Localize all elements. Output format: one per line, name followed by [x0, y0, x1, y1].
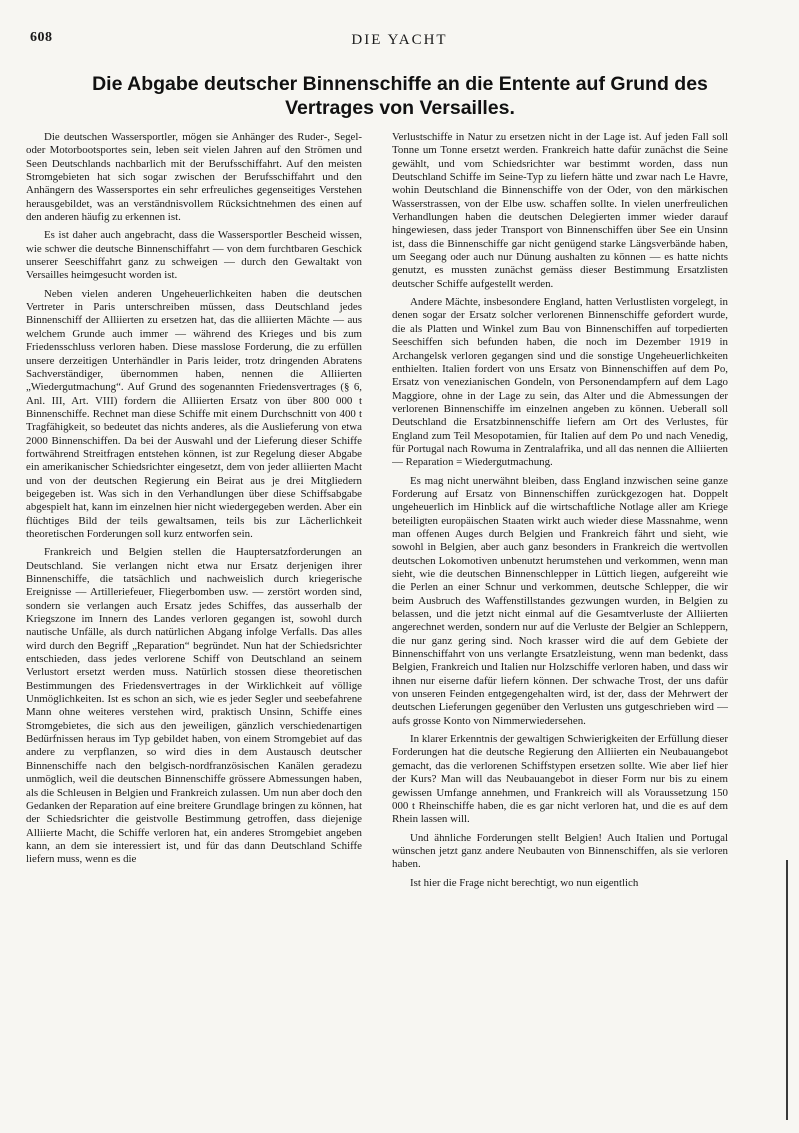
- running-header: DIE YACHT: [351, 32, 448, 48]
- paragraph: Ist hier die Frage nicht berechtigt, wo nun eigentlich: [410, 876, 639, 889]
- paragraph: Andere Mächte, insbesondere England, hatten Verlustlisten vorgelegt, in denen sogar der Ersatz solcher verlorenen Binnenschiffe gefordert wurde, die als Platten und Winkel zum Bau von Binnenschiffen auf torpedierten Seeschiffen sich befunden haben, die noch im Dezember 1919 in Archangelsk verloren gegangen sind und die sonstige Ungeheuerlichkeiten enthielten. Italien fordert von uns Ersatz von Binnenschiffen auf dem Po, Ersatz von venezianischen Gondeln, von Personendampfern auf dem Lago Maggiore, ohne in der Lage zu sein, das Alter und die Abmessungen der verlorenen Binnenschiffe im einzelnen angeben zu können. Ueberall soll Deutschland die Ersatzbinnenschiffe liefern am Ort des Verlustes, für England zum Teil Mesopotamien, für Italien auf dem Po und nach Venedig, für Portugal nach Rowuma in Zentralafrika, und all das nennen die Alliierten — Reparation = Wiedergutmachung.: [392, 296, 728, 469]
- scan-edge-shadow: [786, 860, 788, 1120]
- paragraph: In klarer Erkenntnis der gewaltigen Schwierigkeiten der Erfüllung dieser Forderungen hat die deutsche Regierung den Alliierten ein Neubauangebot gemacht, das die verlorenen Schiffstypen ersetzen sollte. Wie aber lief hier der Kurs? Man will das Neubauangebot in dieser Form nur bis zu einem gewissen Umfange annehmen, und Frankreich will als Voraussetzung 150 000 t Rheinschiffe haben, die es gar nicht verloren hat, und die es auf dem Rhein lassen will.: [392, 733, 728, 826]
- paragraph: Es mag nicht unerwähnt bleiben, dass England inzwischen seine ganze Forderung auf Ersatz von Binnenschiffen zurückgezogen hat. Doppelt ungeheuerlich im Hinblick auf die wirtschaftliche Notlage aller am Kriege beteiligten europäischen Staaten wirkt auch wieder diese Massnahme, wenn man offenen Auges durch Belgien und Frankreich fährt und sieht, wie sowohl in Belgien, aber auch ganz besonders in Frankreich die wertvollen deutschen Lokomotiven unbenutzt herumstehen und verkommen, wenn man sieht, wie die deutschen Binnenschlepper in Lüttich liegen, aufgereiht wie die Perlen an einer Schnur und verkommen, deutsche Schlepper, die wir beim Ausbruch des Waffenstillstandes gezwungen wurden, in Belgien zu belassen, und die jetzt nicht einmal auf die Gesamtverluste der Alliierten angerechnet werden, sondern nur auf die Verluste der Belgier an Schleppern, die nur ganz gering sind. Noch krasser wird die auf dem Gebiete der Binnenschiffahrt von uns verlangte Ersatzleistung, wenn man bedenkt, dass Belgien, Frankreich und Italien nur Holzschiffe verloren haben, und dass wir ihnen nur eiserne dafür liefern können. Der schwache Trost, der uns dafür von unseren Feinden entgegengehalten wird, ist der, dass der Mehrwert der deutschen Lieferungen gegenüber den Verlusten uns gutgeschrieben wird — aufs grosse Konto von Nimmerwiedersehen.: [392, 474, 728, 727]
- paragraph-continued: Verlustschiffe in Natur zu ersetzen nicht in der Lage ist. Auf jeden Fall soll Tonne um Tonne ersetzt werden. Frankreich hatte dafür zunächst die Seine gewählt, und vom Schiedsrichter war bestimmt worden, dass nun Deutschland Schiffe im Seine-Typ zu liefern hätte und zwar nach Le Havre, wohin Deutschland die Binnenschiffe von der Oder, von den märkischen Wasserstrassen, von der Elbe usw. schaffen sollte. In vielen unerfreulichen Verhandlungen haben die deutschen Delegierten immer wieder darauf hingewiesen, dass jeder Transport von Binnenschiffen über See ein Unsinn ist, dass die Binnenschiffe gar nicht genügend starke Längsverbände haben, um Seegang oder auch nur Dünung aushalten zu können — es hatte nichts genutzt, es mussten zunächst gemäss dieser Bestimmung Ersatzlisten deutscher Schiffe aufgestellt werden.: [392, 131, 728, 290]
- paragraph: Es ist daher auch angebracht, dass die Wassersportler Bescheid wissen, wie schwer die deutsche Binnenschiffahrt — von dem furchtbaren Geschick unserer Seeschiffahrt ganz zu schweigen — durch den Gewaltakt von Versailles heimgesucht worden ist.: [26, 229, 362, 282]
- paragraph: Und ähnliche Forderungen stellt Belgien! Auch Italien und Portugal wünschen jetzt ganz andere Neubauten von Binnenschiffen, als sie verloren haben.: [392, 831, 728, 871]
- title-line-2: Vertrages von Versailles.: [285, 97, 515, 119]
- left-column: [26, 131, 362, 1081]
- article-title: [40, 72, 760, 120]
- title-line-1: Die Abgabe deutscher Binnenschiffe an die Entente auf Grund des: [92, 73, 708, 95]
- paragraph: Frankreich und Belgien stellen die Hauptersatzforderungen an Deutschland. Sie verlangen nicht etwa nur Ersatz derjenigen ihrer Binnenschiffe, die tatsächlich und nachweislich durch kriegerische Ereignisse — Artilleriefeuer, Fliegerbomben usw. — zerstört worden sind, sondern sie verlangen auch Ersatz jedes Schiffes, das ausserhalb der Kriegszone im Innern des Landes verloren gegangen ist, sowohl durch nautische Unfälle, als durch natürlichen Abgang infolge Verfalls. Das alles wird durch den Begriff „Reparation“ begründet. Nun hat der Schiedsrichter entschieden, dass jedes verlorene Schiff von Deutschland an seinem Verlustort ersetzt werden muss. Natürlich stossen diese theoretischen Bestimmungen des Friedensvertrages in der Wirklichkeit auf völlige Unmöglichkeiten. Ist es schon an sich, wie es jeder Segler und seebefahrene Mann ohne weiteres verstehen wird, praktisch Unsinn, Schiffe eines Stromgebietes, die sich aus den jeweiligen, gänzlich verschiedenartigen Bedürfnissen heraus im Typ gebildet haben, von einem Stromgebiet auf das andere zu verpflanzen, so wird dies in dem Austausch deutscher Binnenschiffe nach den belgisch-nordfranzösischen Kanälen geradezu unmöglich, weil die deutschen Binnenschiffe grössere Abmessungen haben, als die Schleusen in Belgien und Frankreich zulassen. Um nun aber doch den Gedanken der Reparation auf eine breitere Grundlage bringen zu können, hat der Schiedsrichter die geistvolle Bestimmung getroffen, dass diejenige Alliierte Macht, die Schiffe verloren hat, ein anderes Stromgebiet angeben kann, an dem sie interessiert ist, und für das dann Deutschland Schiffe liefern muss, wenn es die: [26, 546, 362, 866]
- page-number: 608: [30, 30, 53, 45]
- right-column: [392, 131, 728, 1081]
- paragraph: Neben vielen anderen Ungeheuerlichkeiten haben die deutschen Vertreter in Paris unterschreiben müssen, dass Deutschland jedes Binnenschiff der Alliierten zu ersetzen hat, das die alliierten Mächte — aus welchem Grunde auch immer — während des Krieges und bis zum Friedensschluss verloren haben. Diese masslose Forderung, die zu erfüllen unsere derzeitigen Unterhändler in Paris leider, trotz dringenden Abratens Sachverständiger, übernommen haben, nennen die Alliierten „Wiedergutmachung“. Auf Grund des sogenannten Friedensvertrages (§ 6, Anl. III, Art. VIII) fordern die Alliierten Ersatz von über 800 000 t Binnenschiffe. Rechnet man diese Schiffe mit einem Durchschnitt von 400 t Tragfähigkeit, so bedeutet das nichts anderes, als die Auslieferung von etwa 2000 Binnenschiffen. Da bei der Auswahl und der Lieferung dieser Schiffe fortwährend Streitfragen entstehen können, ist zur Regelung dieser Abgabe ein amerikanischer Schiedsrichter eingesetzt, dem von jeder alliierten Macht und von der deutschen Regierung ein Beirat aus je drei Mitgliedern beigegeben ist. Was sich in den Verhandlungen über diese Schiffsabgabe abgespielt hat, kann im einzelnen hier nicht wiedergegeben werden. Aber ein flüchtiges Bild der teils gewaltsamen, teils bis zur Lächerlichkeit theoretischen Forderungen soll kurz entworfen sein.: [26, 287, 362, 540]
- paragraph: Die deutschen Wassersportler, mögen sie Anhänger des Ruder-, Segel- oder Motorbootsportes sein, leben seit vielen Jahren auf den Strömen und Seen Deutschlands nachbarlich mit der Berufsschiffahrt. Auf den meisten Stromgebieten hat sich sogar zwischen der Berufsschiffahrt und den Anhängern des Wassersportes ein sehr erfreuliches gegenseitiges Verstehen herausgebildet, was an verständnisvollem Rücksichtnehmen des einen auf den anderen häufig zu erkennen ist.: [26, 131, 362, 224]
